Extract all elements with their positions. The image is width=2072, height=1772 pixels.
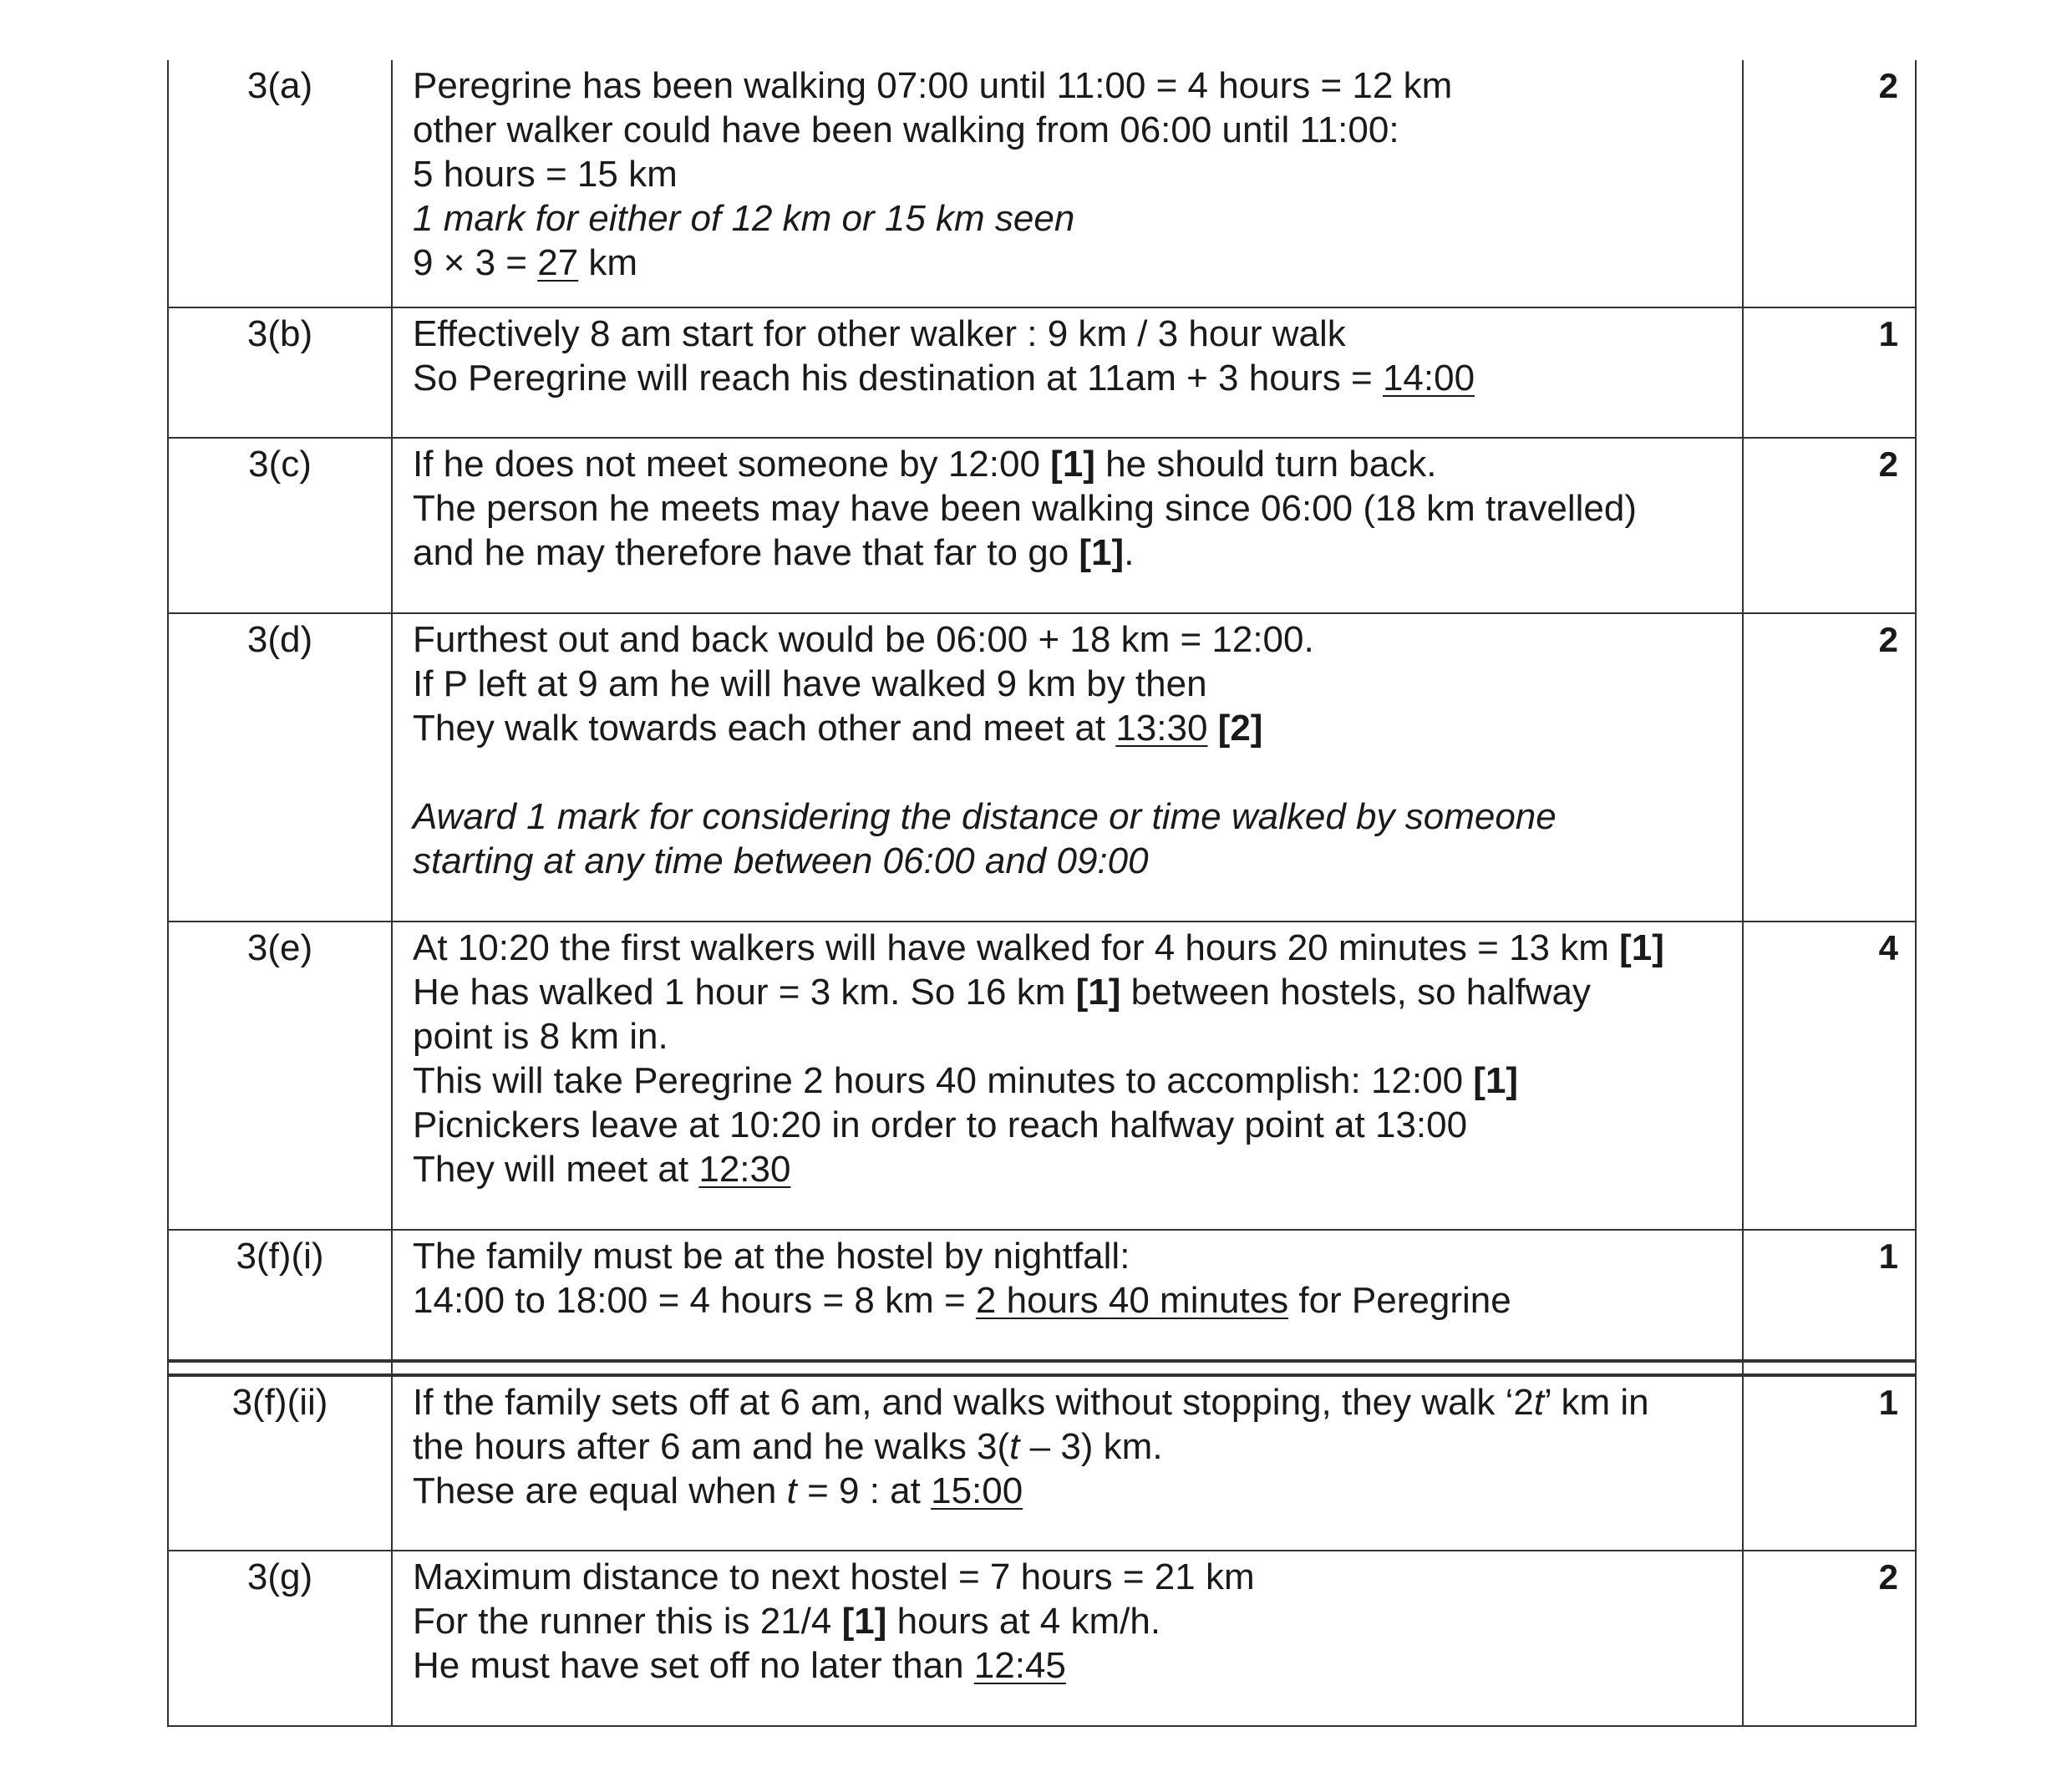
marks-cell: 1 bbox=[1878, 314, 1898, 353]
answer-line bbox=[413, 1555, 1742, 1599]
answer-line bbox=[413, 926, 1742, 970]
answer-line bbox=[413, 152, 1742, 196]
answer-text: If he does not meet someone by 12:00 bbox=[413, 444, 1051, 485]
answer-text bbox=[1207, 708, 1217, 749]
answer-text: [1] bbox=[1473, 1060, 1519, 1101]
table-row bbox=[167, 922, 1917, 1231]
marks-cell: 2 bbox=[1878, 620, 1898, 659]
answer-text: ’ km in bbox=[1544, 1382, 1649, 1423]
answer-text: – 3) km. bbox=[1019, 1426, 1163, 1467]
divider bbox=[391, 1363, 393, 1373]
answer-text: If P left at 9 am he will have walked 9 km by then bbox=[413, 663, 1207, 704]
answer-line bbox=[413, 1643, 1742, 1688]
answer-text: If the family sets off at 6 am, and walks without stopping, they walk ‘2 bbox=[413, 1382, 1534, 1423]
table-row bbox=[167, 1551, 1917, 1727]
answer-line bbox=[413, 108, 1742, 152]
answer-text: t bbox=[786, 1470, 797, 1511]
answer-text: He has walked 1 hour = 3 km. So 16 km bbox=[413, 972, 1076, 1013]
answer-line bbox=[413, 1147, 1742, 1191]
marks-cell: 1 bbox=[1878, 1236, 1898, 1276]
answer-cell bbox=[393, 60, 1744, 307]
answer-text: = 9 : at bbox=[796, 1470, 932, 1511]
answer-text: [1] bbox=[1050, 444, 1095, 485]
marks-cell: 2 bbox=[1878, 1557, 1898, 1597]
answer-line bbox=[413, 312, 1742, 356]
answer-text: 13:30 bbox=[1115, 708, 1208, 749]
answer-cell bbox=[393, 922, 1744, 1229]
blank-line bbox=[413, 750, 1742, 795]
answer-line bbox=[413, 617, 1742, 662]
answer-text: 9 × 3 = bbox=[413, 242, 538, 283]
answer-text: [1] bbox=[1079, 532, 1125, 573]
answer-text: 5 hours = 15 km bbox=[413, 154, 678, 195]
answer-line bbox=[413, 1424, 1742, 1469]
marks-cell: 2 bbox=[1878, 444, 1898, 484]
answer-cell bbox=[393, 1377, 1744, 1550]
divider bbox=[1742, 1363, 1744, 1373]
answer-line bbox=[413, 706, 1742, 750]
answer-text: So Peregrine will reach his destination at 11am + 3 hours = bbox=[413, 358, 1383, 399]
answer-text: Effectively 8 am start for other walker : 9 km / 3 hour walk bbox=[413, 313, 1346, 354]
answer-text: Award 1 mark for considering the distance or time walked by someone bbox=[413, 796, 1557, 837]
table-row bbox=[167, 60, 1917, 308]
answer-text: [2] bbox=[1217, 708, 1263, 749]
answer-text: 2 hours 40 minutes bbox=[975, 1280, 1289, 1321]
answer-text: km bbox=[578, 242, 638, 283]
answer-cell bbox=[393, 614, 1744, 921]
answer-text: The person he meets may have been walking since 06:00 (18 km travelled) bbox=[413, 488, 1637, 529]
answer-text: At 10:20 the first walkers will have walked for 4 hours 20 minutes = 13 km bbox=[413, 927, 1620, 968]
answer-text: starting at any time between 06:00 and 09:00 bbox=[413, 840, 1149, 881]
table-row bbox=[167, 614, 1917, 922]
answer-text: 14:00 bbox=[1382, 358, 1475, 399]
answer-cell bbox=[393, 439, 1744, 612]
table-page-break bbox=[167, 1361, 1917, 1375]
answer-text: 14:00 to 18:00 = 4 hours = 8 km = bbox=[413, 1280, 976, 1321]
answer-line bbox=[413, 1103, 1742, 1147]
answer-line bbox=[413, 1380, 1742, 1424]
answer-text: Peregrine has been walking 07:00 until 11:00 = 4 hours = 12 km bbox=[413, 65, 1453, 106]
answer-text: Furthest out and back would be 06:00 + 18 km = 12:00. bbox=[413, 619, 1314, 660]
answer-text: [1] bbox=[1619, 927, 1664, 968]
answer-line bbox=[413, 442, 1742, 486]
question-cell: 3(a) bbox=[169, 60, 393, 307]
answer-text: 15:00 bbox=[931, 1470, 1023, 1511]
answer-cell bbox=[393, 1551, 1744, 1725]
answer-line bbox=[413, 1234, 1742, 1278]
answer-text: [1] bbox=[1075, 972, 1121, 1013]
answer-line bbox=[413, 486, 1742, 531]
answer-text: The family must be at the hostel by nightfall: bbox=[413, 1236, 1130, 1277]
answer-line bbox=[413, 1469, 1742, 1513]
answer-line bbox=[413, 970, 1742, 1014]
question-cell: 3(g) bbox=[169, 1551, 393, 1725]
answer-text: They walk towards each other and meet at bbox=[413, 708, 1116, 749]
answer-text: For the runner this is 21/4 bbox=[413, 1601, 842, 1642]
answer-line bbox=[413, 662, 1742, 706]
answer-text: t bbox=[1009, 1426, 1020, 1467]
marks-cell: 4 bbox=[1878, 928, 1898, 967]
answer-line bbox=[413, 1599, 1742, 1643]
answer-text: 12:30 bbox=[698, 1149, 791, 1190]
answer-text: 27 bbox=[537, 242, 579, 283]
question-cell: 3(f)(ii) bbox=[169, 1377, 393, 1550]
answer-text: point is 8 km in. bbox=[413, 1016, 668, 1057]
answer-line bbox=[413, 531, 1742, 575]
table-row bbox=[167, 308, 1917, 439]
answer-text: Picnickers leave at 10:20 in order to reach halfway point at 13:00 bbox=[413, 1104, 1468, 1145]
answer-text: . bbox=[1124, 532, 1135, 573]
answer-line bbox=[413, 795, 1742, 839]
answer-cell bbox=[393, 308, 1744, 437]
answer-line bbox=[413, 241, 1742, 285]
question-cell: 3(e) bbox=[169, 922, 393, 1229]
marks-cell: 1 bbox=[1878, 1383, 1898, 1422]
answer-line bbox=[413, 1278, 1742, 1323]
answer-text: for Peregrine bbox=[1288, 1280, 1511, 1321]
answer-text: the hours after 6 am and he walks 3( bbox=[413, 1426, 1010, 1467]
answer-text: These are equal when bbox=[413, 1470, 787, 1511]
answer-text: 12:45 bbox=[973, 1645, 1066, 1686]
table-row bbox=[167, 439, 1917, 614]
answer-text: They will meet at bbox=[413, 1149, 699, 1190]
question-cell: 3(b) bbox=[169, 308, 393, 437]
answer-text: He must have set off no later than bbox=[413, 1645, 974, 1686]
table-row bbox=[167, 1375, 1917, 1551]
answer-text: 1 mark for either of 12 km or 15 km seen bbox=[413, 198, 1075, 239]
question-cell: 3(f)(i) bbox=[169, 1231, 393, 1359]
answer-text: between hostels, so halfway bbox=[1120, 972, 1591, 1013]
answer-line bbox=[413, 839, 1742, 883]
answer-text: hours at 4 km/h. bbox=[886, 1601, 1161, 1642]
answer-text: he should turn back. bbox=[1094, 444, 1437, 485]
marks-cell: 2 bbox=[1878, 66, 1898, 105]
answer-line bbox=[413, 1014, 1742, 1059]
answer-line bbox=[413, 63, 1742, 108]
answer-text: [1] bbox=[841, 1601, 887, 1642]
answer-cell bbox=[393, 1231, 1744, 1359]
answer-text: and he may therefore have that far to go bbox=[413, 532, 1079, 573]
answer-line bbox=[413, 356, 1742, 400]
answer-text: other walker could have been walking from 06:00 until 11:00: bbox=[413, 109, 1399, 150]
answer-text: This will take Peregrine 2 hours 40 minutes to accomplish: 12:00 bbox=[413, 1060, 1474, 1101]
answer-text: Maximum distance to next hostel = 7 hours = 21 km bbox=[413, 1556, 1255, 1597]
question-cell: 3(d) bbox=[169, 614, 393, 921]
table-row bbox=[167, 1231, 1917, 1361]
answer-text: t bbox=[1533, 1382, 1545, 1423]
answer-line bbox=[413, 1059, 1742, 1103]
question-cell: 3(c) bbox=[169, 439, 393, 612]
answer-line bbox=[413, 196, 1742, 241]
